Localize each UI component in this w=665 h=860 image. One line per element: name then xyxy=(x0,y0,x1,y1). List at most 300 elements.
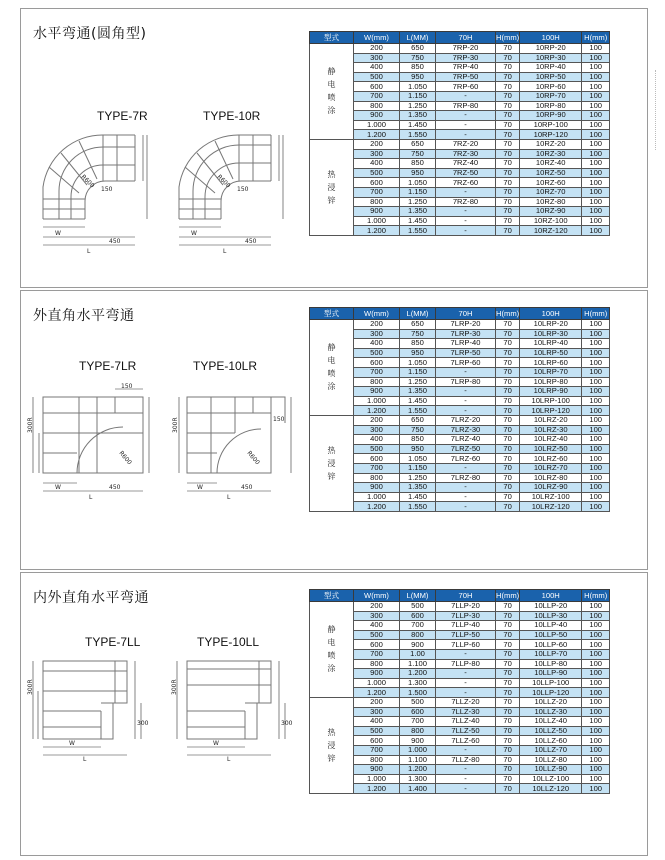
table-cell: 100 xyxy=(582,178,610,188)
table-row xyxy=(310,82,610,92)
finish-group-char: 热 xyxy=(327,727,336,737)
table-cell: 100 xyxy=(582,602,610,612)
table-cell: 70 xyxy=(496,159,520,169)
table-cell: 10LRZ-30 xyxy=(520,425,582,435)
table-cell: 1.150 xyxy=(400,91,436,101)
table-cell: 10LLZ-40 xyxy=(520,717,582,727)
table-cell: 300 xyxy=(354,53,400,63)
table-cell: - xyxy=(436,669,496,679)
table-cell: - xyxy=(436,216,496,226)
finish-group-char: 电 xyxy=(327,356,336,366)
table-cell: 300 xyxy=(354,329,400,339)
table-cell: 70 xyxy=(496,765,520,775)
table-cell: 10RP-50 xyxy=(520,72,582,82)
table-cell: 800 xyxy=(354,377,400,387)
table-cell: 500 xyxy=(354,168,400,178)
table-cell: 100 xyxy=(582,72,610,82)
table-cell: 7LRP-60 xyxy=(436,358,496,368)
table-cell: 100 xyxy=(582,688,610,698)
table-cell: 10RZ-120 xyxy=(520,226,582,236)
svg-text:450: 450 xyxy=(245,238,257,245)
table-cell: 1.050 xyxy=(400,82,436,92)
table-cell: 1.400 xyxy=(400,784,436,794)
type-label-7lr: TYPE-7LR xyxy=(79,359,137,373)
table-cell: 900 xyxy=(354,111,400,121)
table-cell: 7LLZ-60 xyxy=(436,736,496,746)
table-cell: 750 xyxy=(400,149,436,159)
table-cell: 70 xyxy=(496,707,520,717)
table-row xyxy=(310,187,610,197)
table-cell: 7RZ-40 xyxy=(436,159,496,169)
table-cell: 200 xyxy=(354,415,400,425)
table-cell: 1.150 xyxy=(400,187,436,197)
table-cell: 10LRP-60 xyxy=(520,358,582,368)
header-cell: 100H xyxy=(520,590,582,602)
table-cell: 650 xyxy=(400,415,436,425)
table-cell: 900 xyxy=(354,207,400,217)
table-cell: 950 xyxy=(400,348,436,358)
table-cell: 7LRP-50 xyxy=(436,348,496,358)
table-cell: - xyxy=(436,406,496,416)
finish-group-label xyxy=(310,320,354,416)
table-cell: 70 xyxy=(496,72,520,82)
table-cell: 7LLP-20 xyxy=(436,602,496,612)
table-cell: 100 xyxy=(582,649,610,659)
page-edge-mark xyxy=(655,70,661,150)
table-cell: 70 xyxy=(496,649,520,659)
header-cell: 型式 xyxy=(310,32,354,44)
table-row xyxy=(310,358,610,368)
table-cell: 10LLZ-60 xyxy=(520,736,582,746)
svg-text:L: L xyxy=(227,494,231,501)
table-cell: 10RZ-30 xyxy=(520,149,582,159)
table-cell: 100 xyxy=(582,91,610,101)
table-cell: 1.500 xyxy=(400,688,436,698)
table-cell: 10LRP-40 xyxy=(520,339,582,349)
header-cell: W(mm) xyxy=(354,32,400,44)
svg-text:150: 150 xyxy=(237,186,249,193)
table-cell: 100 xyxy=(582,621,610,631)
table-cell: 1.000 xyxy=(354,216,400,226)
finish-group-label xyxy=(310,602,354,698)
table-cell: 100 xyxy=(582,130,610,140)
header-cell: H(mm) xyxy=(582,32,610,44)
svg-text:L: L xyxy=(223,248,227,255)
table-row xyxy=(310,640,610,650)
section-inner-outer-right-angle xyxy=(20,572,648,856)
table-cell: 70 xyxy=(496,463,520,473)
table-cell: 100 xyxy=(582,339,610,349)
table-row xyxy=(310,765,610,775)
table-cell: 7LRP-80 xyxy=(436,377,496,387)
table-cell: 500 xyxy=(354,72,400,82)
table-cell: 1.450 xyxy=(400,492,436,502)
table-cell: 7RP-50 xyxy=(436,72,496,82)
table-cell: 1.350 xyxy=(400,387,436,397)
table-cell: - xyxy=(436,784,496,794)
table-cell: 10RP-70 xyxy=(520,91,582,101)
table-cell: 10RZ-80 xyxy=(520,197,582,207)
svg-text:R600: R600 xyxy=(117,449,133,467)
finish-group-char: 热 xyxy=(327,169,336,179)
svg-text:W: W xyxy=(69,740,75,747)
table-cell: 1.150 xyxy=(400,463,436,473)
table-cell: 70 xyxy=(496,415,520,425)
svg-text:L: L xyxy=(83,756,87,763)
table-cell: 70 xyxy=(496,168,520,178)
svg-text:300: 300 xyxy=(281,720,293,727)
table-cell: 10LLZ-100 xyxy=(520,774,582,784)
table-cell: 600 xyxy=(354,358,400,368)
table-cell: 7LRP-40 xyxy=(436,339,496,349)
table-cell: 100 xyxy=(582,736,610,746)
table-cell: 70 xyxy=(496,640,520,650)
table-cell: 70 xyxy=(496,187,520,197)
table-cell: 70 xyxy=(496,444,520,454)
table-cell: 300 xyxy=(354,149,400,159)
table-cell: 100 xyxy=(582,454,610,464)
table-row xyxy=(310,367,610,377)
table-cell: 7LRP-20 xyxy=(436,320,496,330)
table-cell: - xyxy=(436,207,496,217)
table-cell: 70 xyxy=(496,44,520,54)
table-cell: - xyxy=(436,463,496,473)
table-cell: - xyxy=(436,387,496,397)
table-row xyxy=(310,216,610,226)
table-cell: 1.000 xyxy=(354,678,400,688)
table-cell: - xyxy=(436,774,496,784)
table-cell: 10RP-80 xyxy=(520,101,582,111)
table-row xyxy=(310,329,610,339)
table-cell: 1.450 xyxy=(400,216,436,226)
table-cell: 1.000 xyxy=(354,492,400,502)
table-cell: 1.550 xyxy=(400,406,436,416)
table-row xyxy=(310,502,610,512)
table-cell: 10RZ-20 xyxy=(520,139,582,149)
table-cell: 200 xyxy=(354,697,400,707)
table-row xyxy=(310,159,610,169)
table-row xyxy=(310,101,610,111)
table-cell: 100 xyxy=(582,669,610,679)
header-cell: W(mm) xyxy=(354,590,400,602)
table-cell: - xyxy=(436,492,496,502)
svg-text:L: L xyxy=(89,494,93,501)
table-cell: 10RZ-90 xyxy=(520,207,582,217)
finish-group-char: 浸 xyxy=(327,458,336,468)
outer-angle-drawing-7lr xyxy=(29,383,153,501)
table-cell: 800 xyxy=(354,473,400,483)
header-cell: H(mm) xyxy=(496,309,520,318)
table-cell: 100 xyxy=(582,377,610,387)
table-cell: 850 xyxy=(400,159,436,169)
finish-group-label xyxy=(310,44,354,140)
header-cell: 型式 xyxy=(310,308,354,320)
finish-group-label xyxy=(310,139,354,235)
table-row xyxy=(310,377,610,387)
svg-text:W: W xyxy=(197,484,203,491)
svg-text:R600: R600 xyxy=(245,449,261,467)
table-cell: 900 xyxy=(354,483,400,493)
table-cell: 70 xyxy=(496,149,520,159)
table-cell: 600 xyxy=(400,707,436,717)
table-row xyxy=(310,697,610,707)
table-cell: 400 xyxy=(354,159,400,169)
table-cell: 500 xyxy=(400,697,436,707)
table-cell: 10RP-20 xyxy=(520,44,582,54)
table-cell: 100 xyxy=(582,717,610,727)
table-row xyxy=(310,339,610,349)
table-row xyxy=(310,473,610,483)
table-cell: 70 xyxy=(496,502,520,512)
table-cell: 1.550 xyxy=(400,226,436,236)
table-cell: 70 xyxy=(496,226,520,236)
header-cell: 型式 xyxy=(310,590,354,602)
table-cell: 100 xyxy=(582,63,610,73)
table-cell: 100 xyxy=(582,207,610,217)
table-cell: - xyxy=(436,678,496,688)
table-cell: 400 xyxy=(354,717,400,727)
table-cell: 300 xyxy=(354,425,400,435)
table-row xyxy=(310,149,610,159)
table-row xyxy=(310,659,610,669)
table-row xyxy=(310,396,610,406)
table-cell: - xyxy=(436,187,496,197)
table-cell: 100 xyxy=(582,611,610,621)
table-row xyxy=(310,348,610,358)
table-row xyxy=(310,726,610,736)
dim-300r: 300R xyxy=(27,417,34,433)
table-cell: - xyxy=(436,483,496,493)
table-cell: 1.000 xyxy=(354,396,400,406)
table-cell: 850 xyxy=(400,63,436,73)
finish-group-char: 热 xyxy=(327,445,336,455)
table-cell: 10LRZ-20 xyxy=(520,415,582,425)
table-cell: 800 xyxy=(354,197,400,207)
table-cell: 1.550 xyxy=(400,502,436,512)
table-cell: 10LLP-120 xyxy=(520,688,582,698)
table-cell: 1.100 xyxy=(400,755,436,765)
header-cell: 70H xyxy=(436,308,496,320)
table-cell: 750 xyxy=(400,329,436,339)
table-cell: 70 xyxy=(496,611,520,621)
table-cell: 100 xyxy=(582,630,610,640)
table-cell: 1.200 xyxy=(354,784,400,794)
svg-text:300R: 300R xyxy=(171,679,178,695)
table-cell: 7RP-60 xyxy=(436,82,496,92)
table-cell: 200 xyxy=(354,602,400,612)
table-row xyxy=(310,492,610,502)
table-row xyxy=(310,454,610,464)
table-cell: 100 xyxy=(582,425,610,435)
table-row xyxy=(310,707,610,717)
table-row xyxy=(310,406,610,416)
table-cell: 1.250 xyxy=(400,197,436,207)
table-cell: - xyxy=(436,688,496,698)
table-cell: 600 xyxy=(354,640,400,650)
table-cell: 100 xyxy=(582,492,610,502)
table-cell: - xyxy=(436,130,496,140)
table-cell: 10LLZ-120 xyxy=(520,784,582,794)
table-cell: 70 xyxy=(496,130,520,140)
finish-group-char: 静 xyxy=(327,343,336,353)
table-row xyxy=(310,72,610,82)
table-cell: 10LRZ-90 xyxy=(520,483,582,493)
table-cell: 70 xyxy=(496,774,520,784)
table-row xyxy=(310,197,610,207)
table-cell: 7LLZ-20 xyxy=(436,697,496,707)
table-cell: 70 xyxy=(496,473,520,483)
table-cell: 10LRZ-50 xyxy=(520,444,582,454)
table-cell: 10LLP-80 xyxy=(520,659,582,669)
finish-group-char: 喷 xyxy=(327,93,336,103)
table-cell: 7LLZ-40 xyxy=(436,717,496,727)
table-cell: 10LLZ-90 xyxy=(520,765,582,775)
table-row xyxy=(310,444,610,454)
table-cell: 70 xyxy=(496,320,520,330)
table-cell: 70 xyxy=(496,367,520,377)
table-cell: 400 xyxy=(354,339,400,349)
table-cell: 850 xyxy=(400,339,436,349)
table-cell: 1.450 xyxy=(400,120,436,130)
table-row xyxy=(310,745,610,755)
table-cell: 1.200 xyxy=(354,226,400,236)
header-cell: W(mm) xyxy=(354,308,400,320)
table-cell: - xyxy=(436,745,496,755)
table-cell: 600 xyxy=(354,82,400,92)
table-cell: 100 xyxy=(582,745,610,755)
section-round-bend xyxy=(20,8,648,288)
table-cell: 1.000 xyxy=(354,120,400,130)
table-cell: 7RZ-50 xyxy=(436,168,496,178)
table-cell: 7LRZ-40 xyxy=(436,435,496,445)
table-cell: 750 xyxy=(400,425,436,435)
table-cell: 7LLZ-80 xyxy=(436,755,496,765)
table-cell: 100 xyxy=(582,111,610,121)
table-cell: 850 xyxy=(400,435,436,445)
table-cell: 10LLZ-50 xyxy=(520,726,582,736)
table-cell: 70 xyxy=(496,726,520,736)
dim-w: W xyxy=(55,230,61,237)
table-cell: 70 xyxy=(496,207,520,217)
table-cell: 7RP-80 xyxy=(436,101,496,111)
outer-angle-drawing-10lr xyxy=(173,383,297,501)
table-cell: 1.300 xyxy=(400,774,436,784)
table-cell: - xyxy=(436,649,496,659)
table-row xyxy=(310,736,610,746)
table-cell: 650 xyxy=(400,320,436,330)
table-cell: 700 xyxy=(354,649,400,659)
table-cell: 10RZ-40 xyxy=(520,159,582,169)
table-row xyxy=(310,678,610,688)
finish-group-char: 浸 xyxy=(327,740,336,750)
table-cell: 70 xyxy=(496,717,520,727)
header-cell: H(mm) xyxy=(582,308,610,320)
table-row xyxy=(310,63,610,73)
round-bend-drawing-7r xyxy=(35,127,149,255)
table-cell: 7LRP-30 xyxy=(436,329,496,339)
table-cell: 950 xyxy=(400,72,436,82)
table-cell: 70 xyxy=(496,425,520,435)
table-cell: - xyxy=(436,367,496,377)
table-cell: 10RZ-70 xyxy=(520,187,582,197)
table-cell: 1.200 xyxy=(400,765,436,775)
table-cell: 7LLP-80 xyxy=(436,659,496,669)
header-cell: L(MM) xyxy=(400,32,436,44)
table-cell: 70 xyxy=(496,406,520,416)
table-cell: 70 xyxy=(496,82,520,92)
spec-table-round-bend xyxy=(309,31,610,236)
table-cell: 1.200 xyxy=(354,688,400,698)
table-cell: 7LLP-50 xyxy=(436,630,496,640)
table-cell: 100 xyxy=(582,396,610,406)
table-cell: 100 xyxy=(582,168,610,178)
section-title: 内外直角水平弯通 xyxy=(33,590,149,606)
table-cell: 100 xyxy=(582,226,610,236)
table-cell: 70 xyxy=(496,621,520,631)
table-cell: 700 xyxy=(354,187,400,197)
table-cell: 10RZ-100 xyxy=(520,216,582,226)
finish-group-char: 锌 xyxy=(327,195,336,205)
table-row xyxy=(310,630,610,640)
table-row xyxy=(310,425,610,435)
table-cell: 100 xyxy=(582,187,610,197)
finish-group-char: 浸 xyxy=(327,182,336,192)
table-cell: 100 xyxy=(582,139,610,149)
table-cell: 1.550 xyxy=(400,130,436,140)
spec-table-outer-right-angle xyxy=(309,307,610,512)
table-cell: 100 xyxy=(582,678,610,688)
table-cell: 500 xyxy=(354,726,400,736)
table-cell: 70 xyxy=(496,755,520,765)
header-cell: H(mm) xyxy=(582,590,610,602)
dim-450: 450 xyxy=(109,238,121,245)
table-cell: 650 xyxy=(400,44,436,54)
table-cell: 100 xyxy=(582,101,610,111)
table-cell: 70 xyxy=(496,659,520,669)
table-row xyxy=(310,111,610,121)
header-cell: H(mm) xyxy=(496,33,520,42)
dim-r600: R600 xyxy=(79,173,96,190)
table-cell: 7RP-30 xyxy=(436,53,496,63)
svg-text:450: 450 xyxy=(109,484,121,491)
table-row xyxy=(310,784,610,794)
svg-text:L: L xyxy=(227,756,231,763)
table-row xyxy=(310,120,610,130)
header-cell: 70H xyxy=(436,590,496,602)
section-title: 外直角水平弯通 xyxy=(33,308,135,324)
table-cell: 400 xyxy=(354,63,400,73)
table-cell: 7LLP-40 xyxy=(436,621,496,631)
svg-text:450: 450 xyxy=(241,484,253,491)
table-cell: 100 xyxy=(582,44,610,54)
table-cell: 750 xyxy=(400,53,436,63)
table-cell: 70 xyxy=(496,435,520,445)
table-cell: 600 xyxy=(354,178,400,188)
table-cell: 800 xyxy=(354,659,400,669)
table-cell: 10LRZ-40 xyxy=(520,435,582,445)
table-cell: 10LLP-40 xyxy=(520,621,582,631)
table-cell: 70 xyxy=(496,736,520,746)
table-cell: 100 xyxy=(582,784,610,794)
table-cell: 900 xyxy=(400,736,436,746)
finish-group-char: 电 xyxy=(327,80,336,90)
table-cell: 100 xyxy=(582,463,610,473)
table-cell: 70 xyxy=(496,178,520,188)
table-cell: 200 xyxy=(354,139,400,149)
table-row xyxy=(310,415,610,425)
table-row xyxy=(310,688,610,698)
table-cell: 100 xyxy=(582,473,610,483)
